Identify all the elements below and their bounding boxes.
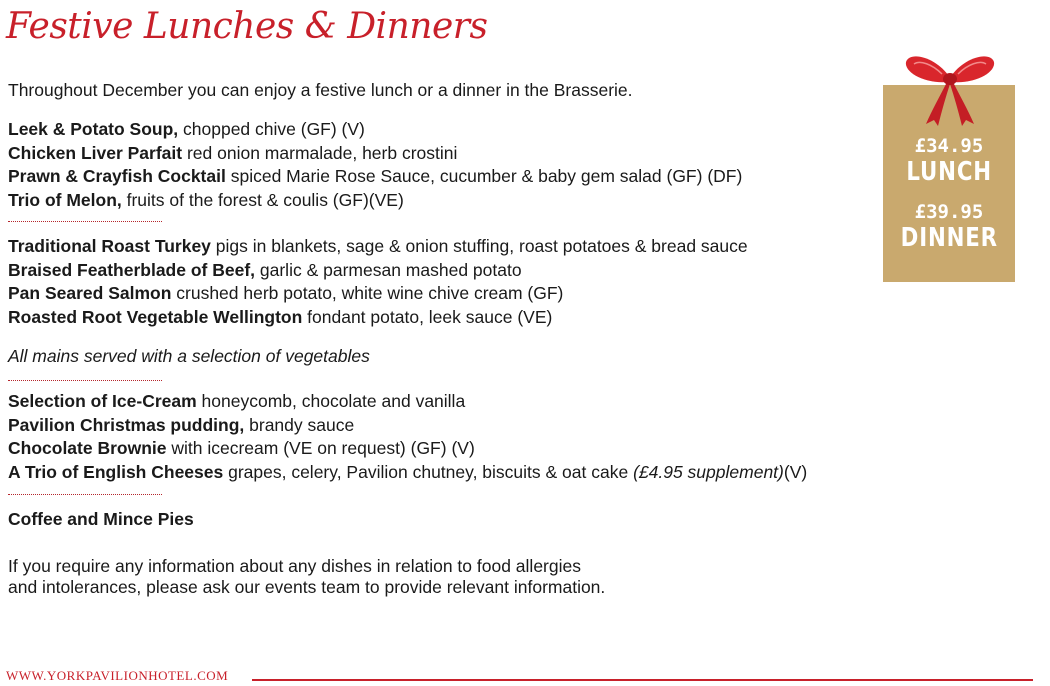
dietary-tag: (V) bbox=[783, 461, 808, 482]
starters-section bbox=[8, 118, 742, 212]
page-title: Festive Lunches & Dinners bbox=[6, 6, 488, 47]
dish-description: chopped chive (GF) (V) bbox=[178, 119, 365, 139]
intro-text: Throughout December you can enjoy a festive lunch or a dinner in the Brasserie. bbox=[8, 80, 633, 100]
menu-item bbox=[8, 259, 748, 283]
menu-item bbox=[8, 414, 807, 438]
menu-item bbox=[8, 461, 807, 485]
dish-description: spiced Marie Rose Sauce, cucumber & baby gem salad (GF) (DF) bbox=[225, 166, 743, 186]
dish-name: Braised Featherblade of Beef, bbox=[8, 259, 256, 280]
dish-description: garlic & parmesan mashed potato bbox=[255, 259, 522, 280]
dish-name: Trio of Melon, bbox=[8, 189, 122, 210]
menu-item bbox=[8, 118, 742, 142]
lunch-label: LUNCH bbox=[906, 157, 992, 187]
dish-description: brandy sauce bbox=[244, 414, 355, 435]
dish-name: Traditional Roast Turkey bbox=[8, 236, 211, 256]
coffee-item: Coffee and Mince Pies bbox=[8, 509, 194, 529]
menu-item bbox=[8, 235, 748, 259]
allergy-notice bbox=[8, 556, 605, 598]
menu-item bbox=[8, 390, 807, 414]
dish-name: Roasted Root Vegetable Wellington bbox=[8, 306, 303, 327]
dish-description: with icecream (VE on request) (GF) (V) bbox=[166, 438, 475, 458]
menu-item bbox=[8, 282, 748, 306]
dotted-divider bbox=[8, 221, 162, 222]
dinner-price: £39.95 bbox=[914, 201, 984, 223]
dinner-label: DINNER bbox=[900, 223, 998, 253]
menu-item bbox=[8, 142, 742, 166]
dish-description: pigs in blankets, sage & onion stuffing, roast potatoes & bread sauce bbox=[210, 236, 748, 256]
allergy-line: and intolerances, please ask our events team to provide relevant information. bbox=[8, 577, 606, 597]
dish-name: Pavilion Christmas pudding, bbox=[8, 414, 245, 435]
dish-description: red onion marmalade, herb crostini bbox=[182, 142, 458, 163]
dish-description: grapes, celery, Pavilion chutney, biscuits & oat cake bbox=[223, 461, 634, 482]
dotted-divider bbox=[8, 494, 162, 495]
dish-name: Leek & Potato Soup, bbox=[8, 119, 179, 139]
mains-note: All mains served with a selection of vegetables bbox=[8, 346, 370, 366]
dish-description: fondant potato, leek sauce (VE) bbox=[302, 306, 553, 327]
menu-item bbox=[8, 306, 748, 330]
dish-description: crushed herb potato, white wine chive cream (GF) bbox=[171, 283, 564, 303]
dish-name: Chocolate Brownie bbox=[8, 438, 167, 458]
dotted-divider bbox=[8, 380, 162, 381]
website-url[interactable]: WWW.YORKPAVILIONHOTEL.COM bbox=[6, 668, 229, 683]
ribbon-bow-icon bbox=[900, 48, 1000, 128]
lunch-price: £34.95 bbox=[914, 135, 984, 157]
menu-item bbox=[8, 189, 742, 213]
dish-name: Chicken Liver Parfait bbox=[8, 142, 183, 163]
dish-name: Selection of Ice-Cream bbox=[8, 391, 197, 411]
menu-item bbox=[8, 165, 742, 189]
footer-rule bbox=[252, 679, 1033, 681]
dish-name: Pan Seared Salmon bbox=[8, 283, 172, 303]
allergy-line: If you require any information about any dishes in relation to food allergies bbox=[8, 556, 581, 576]
dish-description: honeycomb, chocolate and vanilla bbox=[196, 391, 466, 411]
dish-name: Prawn & Crayfish Cocktail bbox=[8, 166, 226, 186]
dish-description: fruits of the forest & coulis (GF)(VE) bbox=[121, 189, 404, 210]
supplement-note: (£4.95 supplement) bbox=[633, 461, 784, 482]
mains-section bbox=[8, 235, 748, 329]
menu-item bbox=[8, 437, 807, 461]
dish-name: A Trio of English Cheeses bbox=[8, 461, 224, 482]
desserts-section bbox=[8, 390, 807, 484]
